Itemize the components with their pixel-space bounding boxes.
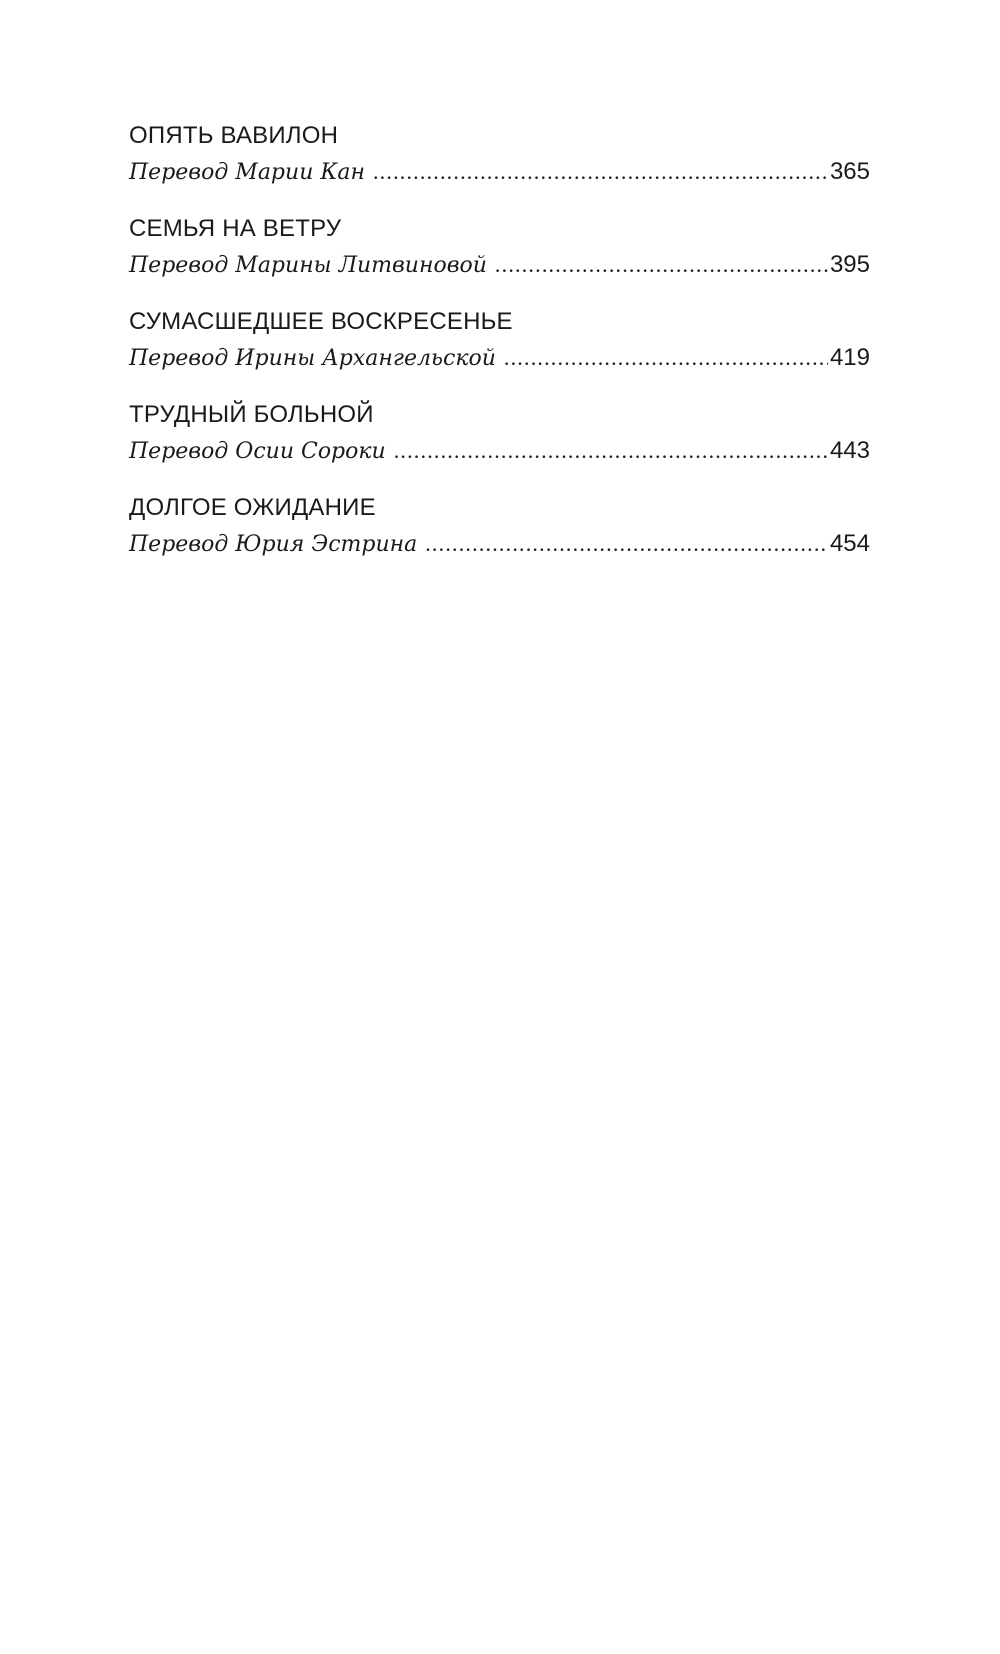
dot-leader xyxy=(504,339,828,377)
dot-leader xyxy=(373,153,828,191)
table-of-contents xyxy=(129,119,870,584)
page-number: 454 xyxy=(829,530,870,557)
page-number: 419 xyxy=(829,344,870,371)
toc-entry xyxy=(129,212,870,305)
dot-leader xyxy=(495,246,828,284)
toc-entry-line xyxy=(129,339,870,377)
page-number: 443 xyxy=(829,437,870,464)
translator-credit: Перевод Марии Кан xyxy=(129,160,365,185)
dot-leader xyxy=(425,525,828,563)
story-title: ТРУДНЫЙ БОЛЬНОЙ xyxy=(129,401,374,428)
page-number: 395 xyxy=(829,251,870,278)
story-title: СУМАСШЕДШЕЕ ВОСКРЕСЕНЬЕ xyxy=(129,308,513,335)
translator-credit: Перевод Ирины Архангельской xyxy=(129,346,496,371)
toc-entry xyxy=(129,491,870,584)
toc-entry-line xyxy=(129,246,870,284)
translator-credit: Перевод Осии Сороки xyxy=(129,439,386,464)
story-title: СЕМЬЯ НА ВЕТРУ xyxy=(129,215,342,242)
translator-credit: Перевод Юрия Эстрина xyxy=(129,532,418,557)
story-title: ОПЯТЬ ВАВИЛОН xyxy=(129,122,339,149)
translator-credit: Перевод Марины Литвиновой xyxy=(129,253,487,278)
story-title: ДОЛГОЕ ОЖИДАНИЕ xyxy=(129,494,376,521)
toc-entry xyxy=(129,398,870,491)
toc-entry xyxy=(129,119,870,212)
toc-entry-line xyxy=(129,432,870,470)
toc-entry-line xyxy=(129,153,870,191)
toc-entry xyxy=(129,305,870,398)
toc-entry-line xyxy=(129,525,870,563)
dot-leader xyxy=(394,432,828,470)
page-number: 365 xyxy=(829,158,870,185)
